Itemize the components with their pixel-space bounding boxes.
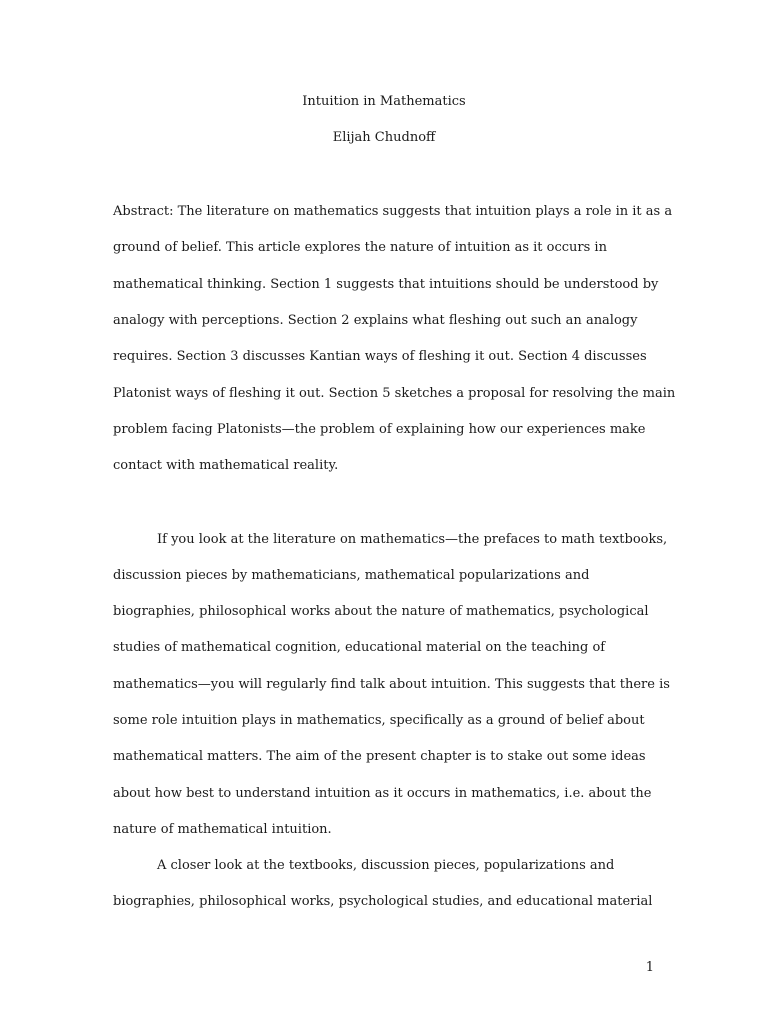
page-number: 1 [645, 960, 654, 975]
body-p2-line-1: A closer look at the textbooks, discussion pieces, popularizations and [157, 858, 615, 873]
abstract-line-8: contact with mathematical reality. [113, 458, 339, 473]
body-p2-line-2: biographies, philosophical works, psychological studies, and educational material [113, 894, 653, 909]
abstract-line-4: analogy with perceptions. Section 2 explains what fleshing out such an analogy [113, 313, 638, 328]
body-p1-line-7: mathematical matters. The aim of the present chapter is to stake out some ideas [113, 749, 646, 764]
abstract-line-5: requires. Section 3 discusses Kantian ways of fleshing it out. Section 4 discusses [113, 349, 647, 364]
paper-author: Elijah Chudnoff [332, 130, 436, 145]
abstract-line-7: problem facing Platonists—the problem of explaining how our experiences make [113, 422, 646, 437]
paper-title: Intuition in Mathematics [302, 94, 466, 109]
body-p1-line-6: some role intuition plays in mathematics, specifically as a ground of belief about [113, 713, 645, 728]
body-p1-line-5: mathematics—you will regularly find talk about intuition. This suggests that there is [113, 677, 670, 692]
body-p1-line-3: biographies, philosophical works about the nature of mathematics, psychological [113, 604, 649, 619]
body-p1-line-8: about how best to understand intuition as it occurs in mathematics, i.e. about the [113, 786, 652, 801]
abstract-line-3: mathematical thinking. Section 1 suggests that intuitions should be understood by [113, 277, 659, 292]
body-p1-line-9: nature of mathematical intuition. [113, 822, 332, 837]
abstract-line-2: ground of belief. This article explores the nature of intuition as it occurs in [113, 240, 607, 255]
body-p1-line-1: If you look at the literature on mathematics—the prefaces to math textbooks, [157, 532, 668, 547]
abstract-line-6: Platonist ways of fleshing it out. Section 5 sketches a proposal for resolving the main [113, 386, 676, 401]
body-p1-line-4: studies of mathematical cognition, educational material on the teaching of [113, 640, 606, 655]
abstract-line-1: Abstract: The literature on mathematics suggests that intuition plays a role in it as a [113, 204, 673, 219]
body-p1-line-2: discussion pieces by mathematicians, mathematical popularizations and [113, 568, 590, 583]
